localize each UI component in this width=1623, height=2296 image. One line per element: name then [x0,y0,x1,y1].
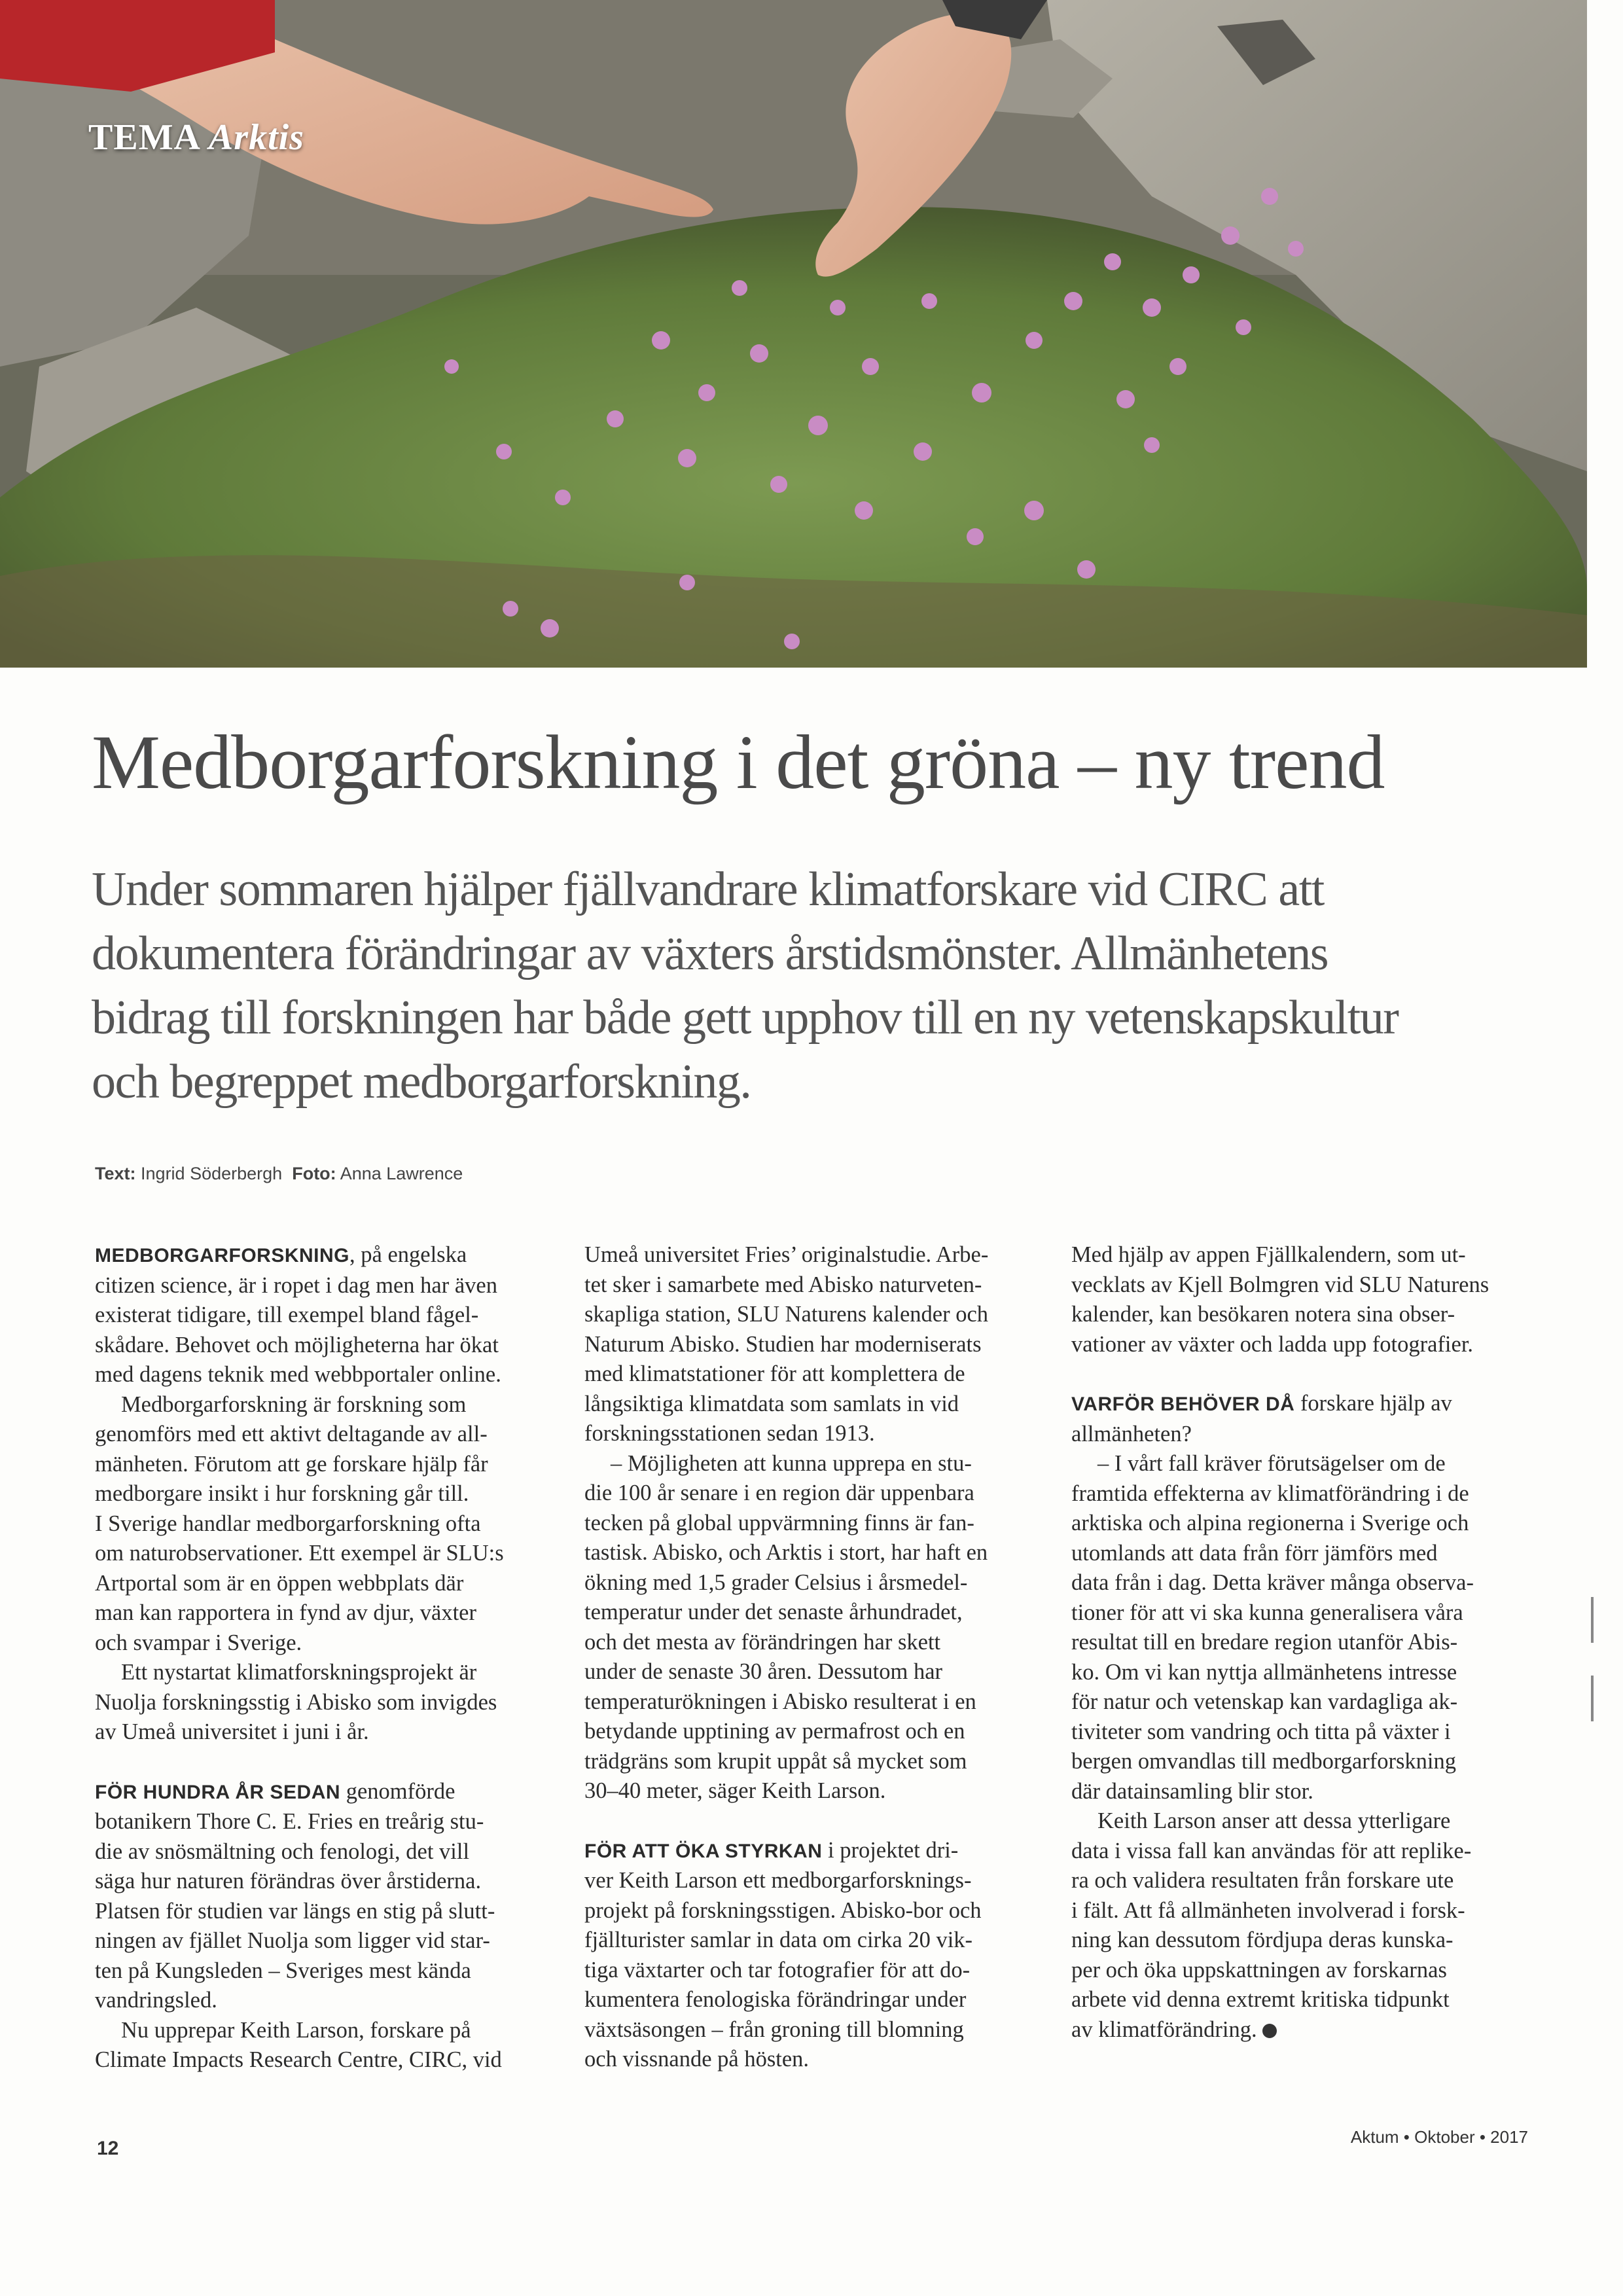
paragraph: Nu upprepar Keith Larson, forskare på Climate Impacts Research Centre, CIRC, vid [95,2017,502,2072]
paragraph: Med hjälp av appen Fjällkalendern, som ut- vecklats av Kjell Bolmgren vid SLU Naturens kalender, kan besökaren notera sina obser- vationer av växter och ladda upp fotografier. [1071,1242,1489,1357]
article-column-1 [95,1240,540,2075]
paragraph: VARFÖR BEHÖVER DÅ forskare hjälp av allmänheten? [1071,1391,1452,1446]
subhead: MEDBORGARFORSKNING [95,1245,349,1266]
byline-photo-label: Foto: [292,1164,336,1183]
paragraph: Medborgarforskning är forskning som genomförs med ett aktivt deltagande av all- mänheten. Förutom att ge forskare hjälp får medborgare insikt i hur forskning går till. I Sverige handlar medborgarforskning ofta om naturobservationer. Ett exempel är SLU:s Artportal som är en öppen webbplats där man kan rapportera in fynd av djur, växter och svampar i Sverige. [95,1391,504,1655]
subhead: FÖR ATT ÖKA STYRKAN [584,1840,823,1862]
staple-icon [1587,1597,1599,1728]
paragraph: – I vårt fall kräver förutsägelser om de framtida effekterna av klimatförändring i de arktiska och alpina regionerna i Sverige och utomlands att data från förr jämförs med data från i dag. Detta kräver många observa- tioner för att vi ska kunna generalisera våra resultat till en bredare region utanför Abis- ko. Om vi kan nyttja allmänhetens intresse för natur och vetenskap kan vardagliga ak- tiviteter som vandring och titta på växter i bergen omvandlas till medborgarforskning där datainsamling blir stor. [1071,1451,1474,1804]
section-label-bold: TEMA [88,117,199,158]
article-column-2 [584,1240,1029,2075]
paragraph: – Möjligheten att kunna upprepa en stu- die 100 år senare i en region där uppenbara tecken på global uppvärmning finns är fan- tastisk. Abisko, och Arktis i stort, har haft en ökning med 1,5 grader Celsius i årsmedel- temperatur under det senaste århundradet, och det mesta av förändringen har skett under de senaste 30 åren. Dessutom har temperaturökningen i Abisko resulterat i en betydande upptining av permafrost och en trädgräns som krupit uppåt så mycket som 30–40 meter, säger Keith Larson. [584,1450,988,1803]
byline-author: Ingrid Söderbergh [141,1164,283,1183]
paragraph: FÖR HUNDRA ÅR SEDAN genomförde botanikern Thore C. E. Fries en treårig stu- die av snösmältning och fenologi, det vill säga hur naturen förändras över årstiderna. Platsen för studien var längs en stig på slutt- ningen av fjället Nuolja som ligger vid star- ten på Kungsleden – Sveriges mest kända vandringsled. [95,1778,495,2013]
lead-line: bidrag till forskningen har både gett upphov till en ny vetenskapskultur [92,991,1399,1045]
paragraph: Ett nystartat klimatforskningsprojekt är Nuolja forskningsstig i Abisko som invigdes av Umeå universitet i juni i år. [95,1660,497,1744]
lead-line: dokumentera förändringar av växters årstidsmönster. Allmänhetens [92,927,1329,980]
hero-photo [0,0,1587,668]
publication-footer: Aktum • Oktober • 2017 [1350,2127,1528,2147]
page-number: 12 [97,2138,119,2159]
article-column-3 [1071,1240,1516,2045]
paragraph: Umeå universitet Fries’ originalstudie. Arbe- tet sker i samarbete med Abisko naturveten- skapliga station, SLU Naturens kalender och Naturum Abisko. Studien har moderniserats med klimatstationer för att komplettera de långsiktiga klimatdata som samlats in vid forskningsstationen sedan 1913. [584,1242,989,1446]
paragraph: Keith Larson anser att dessa ytterligare data i vissa fall kan användas för att replike- ra och validera resultaten från forskare ute i fält. Att få allmänheten involverad i forsk- ning kan dessutom fördjupa deras kunska- per och öka uppskattningen av forskarnas arbete vid denna extremt kritiska tidpunkt av klimatförändring. [1071,1808,1472,2042]
lead-line: och begreppet medborgarforskning. [92,1055,751,1109]
paragraph: MEDBORGARFORSKNING, på engelska citizen science, är i ropet i dag men har även existerat tidigare, till exempel bland fågel- skådare. Behovet och möjligheterna har ökat med dagens teknik med webbportaler online. [95,1242,501,1387]
byline-photographer: Anna Lawrence [340,1164,463,1183]
article-lead [92,857,1531,1114]
section-label-italic: Arktis [208,117,304,158]
section-label [88,117,304,158]
article-headline: Medborgarforskning i det gröna – ny trend [92,719,1385,805]
end-mark-icon [1262,2024,1277,2038]
byline-text-label: Text: [95,1164,136,1183]
moss-campion-illustration [0,0,1587,668]
paragraph: FÖR ATT ÖKA STYRKAN i projektet dri- ver Keith Larson ett medborgarforsknings- projekt på forskningsstigen. Abisko-bor och fjällturister samlar in data om cirka 20 vik- tiga växtarter och tar fotografier för att do- kumentera fenologiska förändringar under växtsäsongen – från groning till blomning och vissnande på hösten. [584,1837,982,2072]
subhead: FÖR HUNDRA ÅR SEDAN [95,1781,341,1803]
subhead: VARFÖR BEHÖVER DÅ [1071,1393,1295,1415]
byline [95,1164,463,1184]
lead-line: Under sommaren hjälper fjällvandrare klimatforskare vid CIRC att [92,863,1324,916]
